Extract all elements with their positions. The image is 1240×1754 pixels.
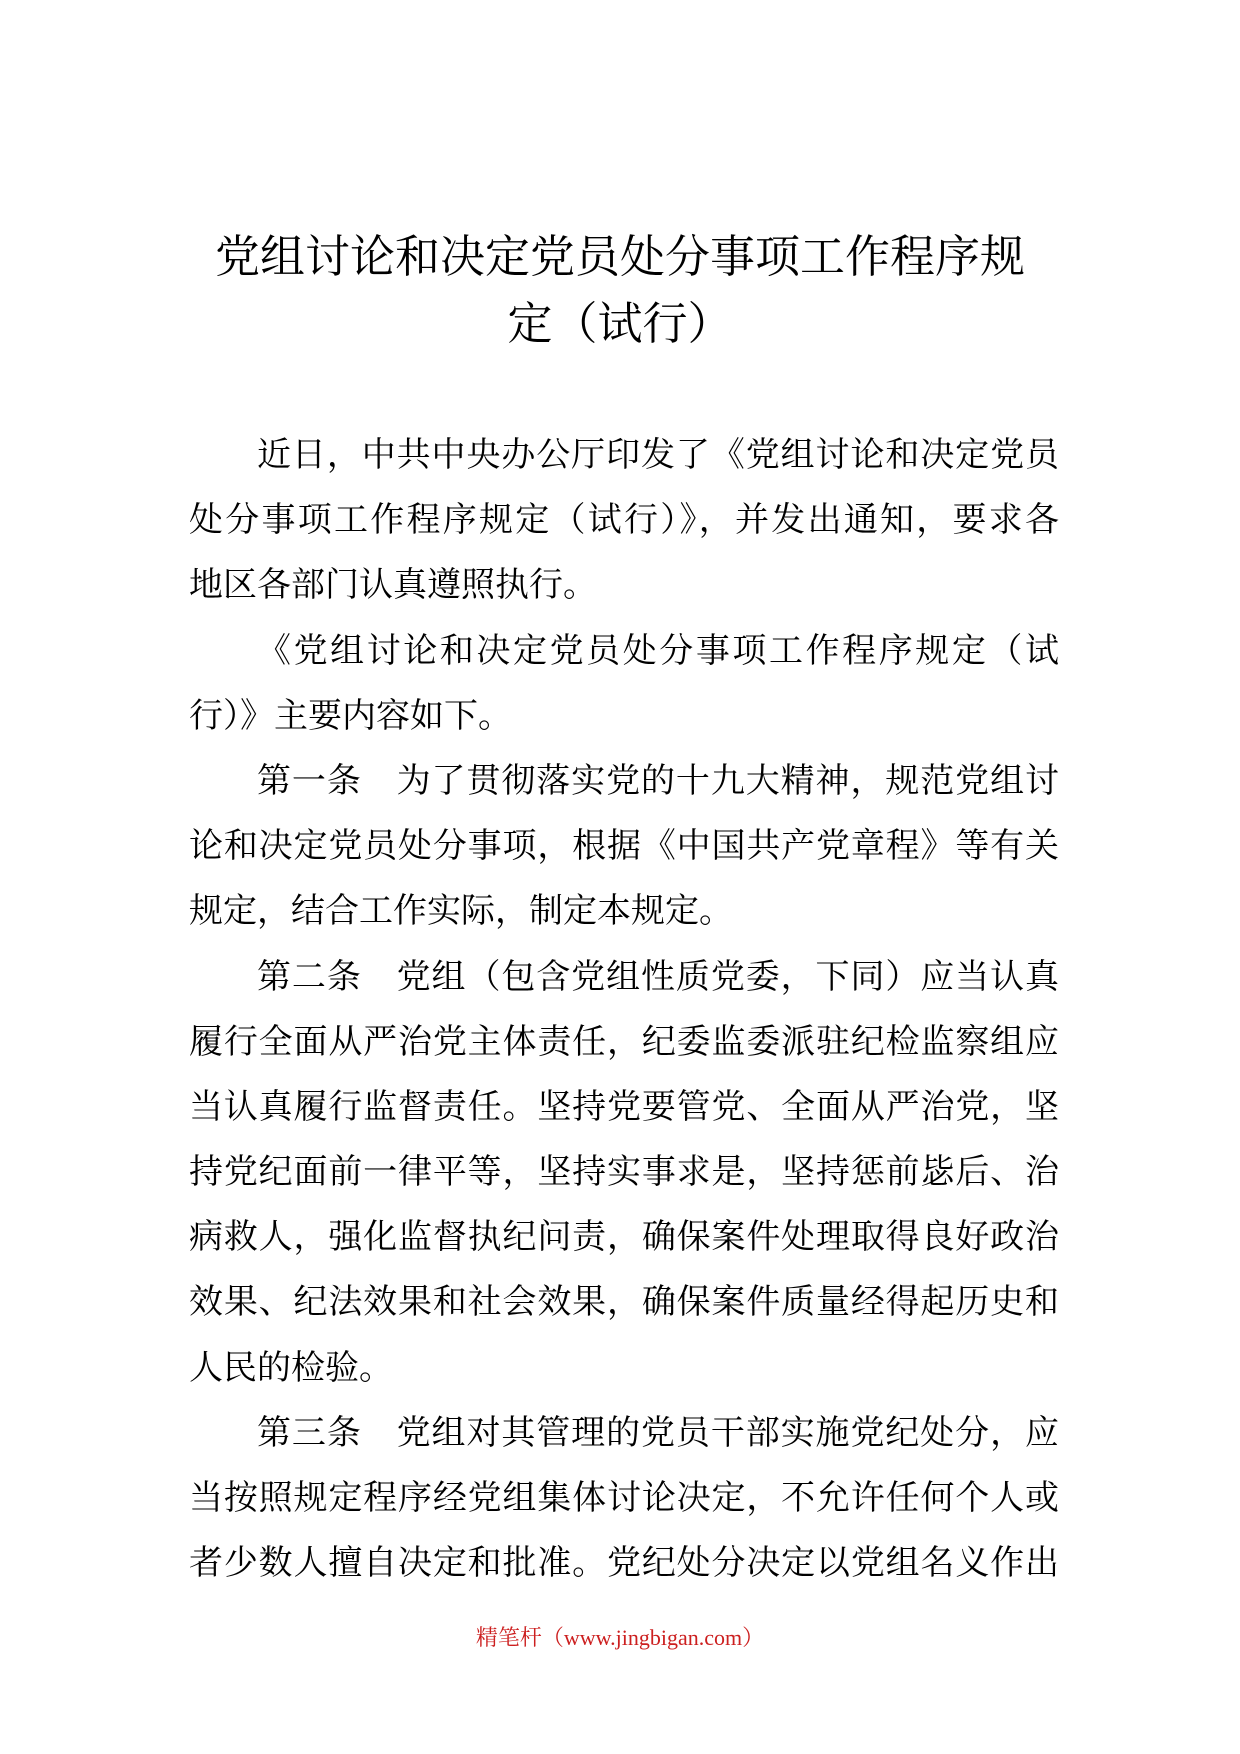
text-line: 效果、纪法效果和社会效果，确保案件质量经得起历史和 xyxy=(189,1282,1059,1323)
text-line: 行）》主要内容如下。 xyxy=(189,695,512,736)
watermark-footer: 精笔杆（www.jingbigan.com） xyxy=(475,1625,765,1650)
document-body xyxy=(189,423,1059,1596)
text-line: 人民的检验。 xyxy=(189,1347,393,1388)
text-line: 者少数人擅自决定和批准。党纪处分决定以党组名义作出 xyxy=(189,1543,1059,1584)
text-line: 处分事项工作程序规定（试行）》，并发出通知，要求各 xyxy=(189,500,1059,541)
text-line: 病救人，强化监督执纪问责，确保案件处理取得良好政治 xyxy=(189,1217,1059,1258)
text-line: 当按照规定程序经党组集体讨论决定，不允许任何个人或 xyxy=(189,1478,1059,1518)
paragraph-intro xyxy=(189,423,1059,619)
article-2 xyxy=(189,945,1059,1401)
document-title-line-2: 定（试行） xyxy=(507,297,733,350)
text-line: 《党组讨论和决定党员处分事项工作程序规定（试 xyxy=(257,630,1059,671)
article-3 xyxy=(189,1401,1059,1597)
text-line: 当认真履行监督责任。坚持党要管党、全面从严治党，坚 xyxy=(189,1086,1059,1127)
text-line: 规定，结合工作实际，制定本规定。 xyxy=(189,891,733,932)
paragraph-summary xyxy=(189,619,1059,749)
text-line: 地区各部门认真遵照执行。 xyxy=(189,565,597,606)
text-line: 第二条 党组（包含党组性质党委，下同）应当认真 xyxy=(257,956,1059,997)
text-line: 第一条 为了贯彻落实党的十九大精神，规范党组讨 xyxy=(257,760,1059,801)
text-line: 论和决定党员处分事项，根据《中国共产党章程》等有关 xyxy=(189,826,1059,867)
text-line: 履行全面从严治党主体责任，纪委监委派驻纪检监察组应 xyxy=(189,1021,1059,1062)
article-1 xyxy=(189,749,1059,945)
document-title xyxy=(150,223,1090,357)
text-line: 近日，中共中央办公厅印发了《党组讨论和决定党员 xyxy=(257,435,1059,475)
document-title-line-1: 党组讨论和决定党员处分事项工作程序规 xyxy=(214,230,1025,283)
text-line: 持党纪面前一律平等，坚持实事求是，坚持惩前毖后、治 xyxy=(189,1152,1059,1193)
text-line: 第三条 党组对其管理的党员干部实施党纪处分，应 xyxy=(257,1412,1059,1453)
